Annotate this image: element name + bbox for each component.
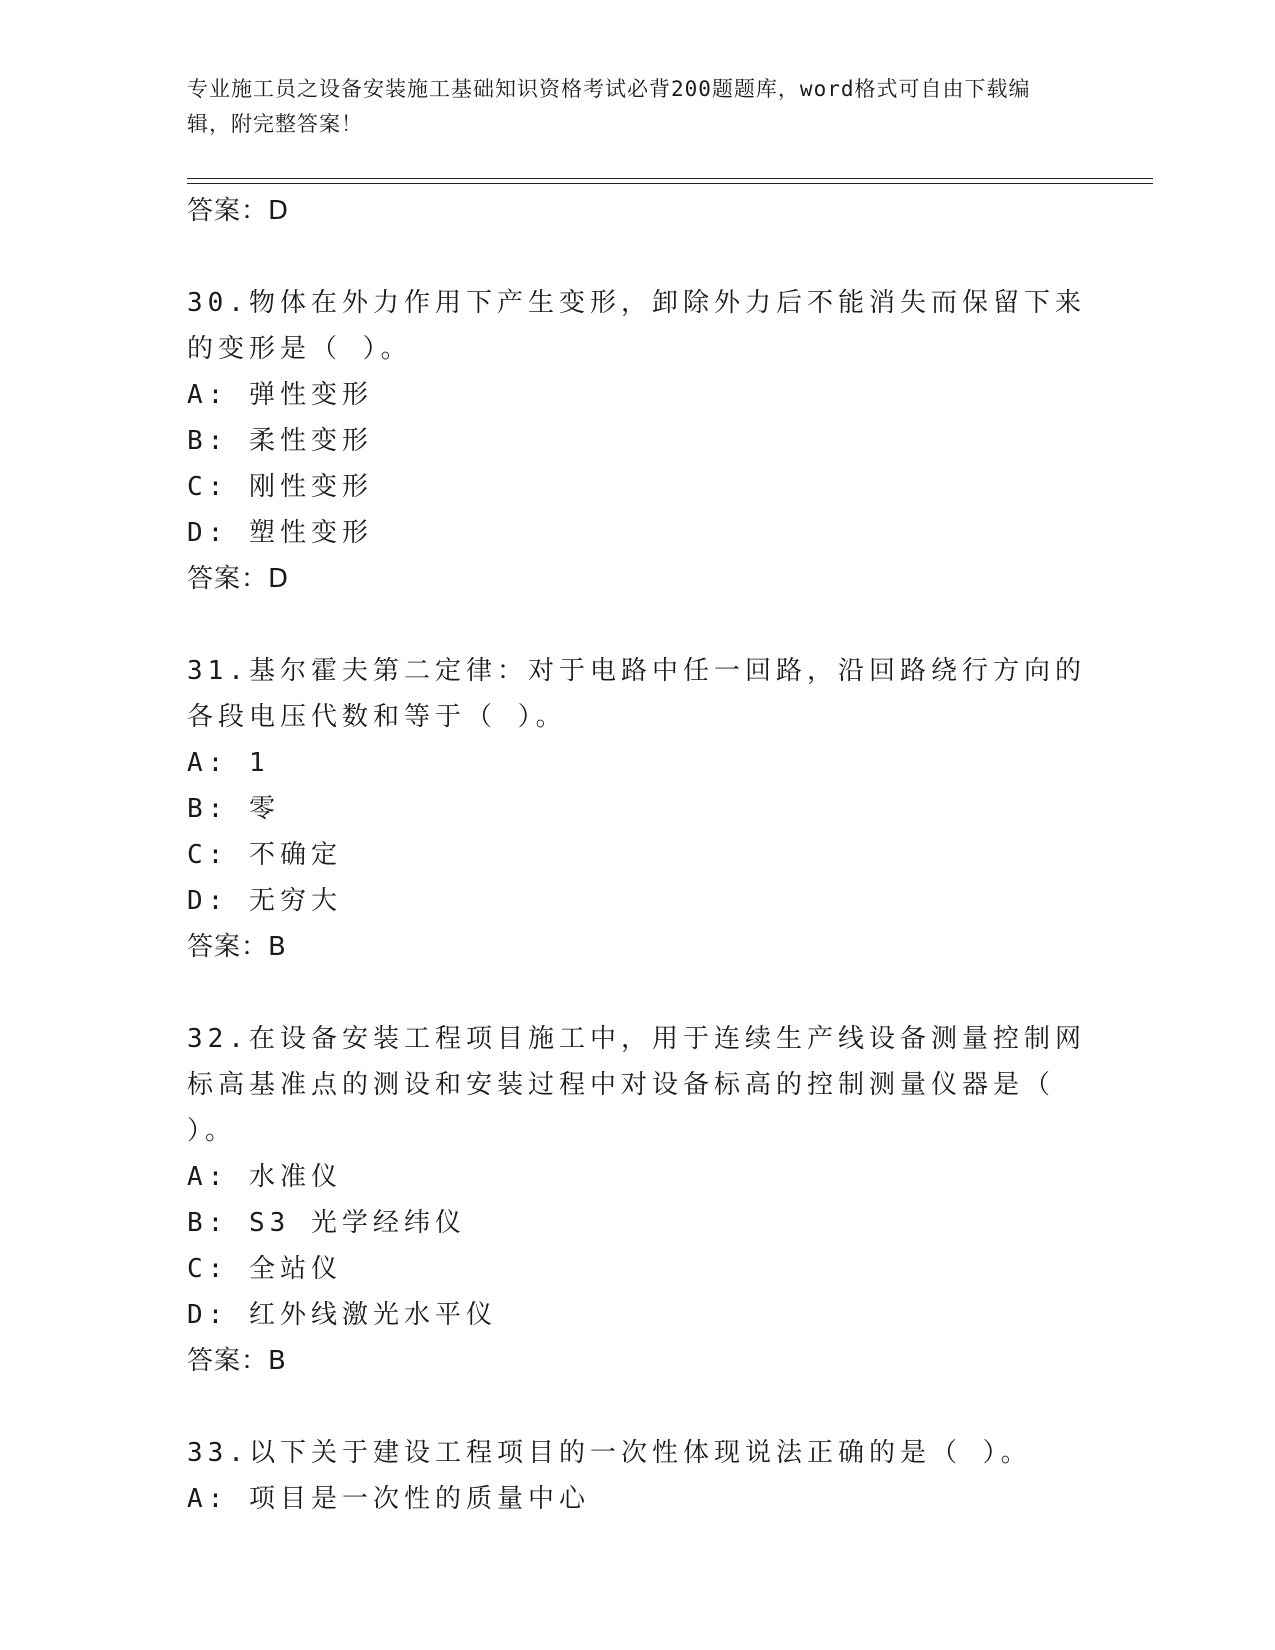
question-text: 32.在设备安装工程项目施工中，用于连续生产线设备测量控制网标高基准点的测设和安装过程中对设备标高的控制测量仪器是（ ）。 bbox=[187, 1024, 1086, 1146]
option-b: B: 柔性变形 bbox=[187, 426, 373, 456]
question-block-30 bbox=[187, 280, 1087, 602]
document-header: 专业施工员之设备安装施工基础知识资格考试必背200题题库，word格式可自由下载编辑，附完整答案！ bbox=[187, 77, 1031, 136]
option-c: C: 刚性变形 bbox=[187, 472, 373, 502]
question-block-32 bbox=[187, 1016, 1087, 1384]
question-block-31 bbox=[187, 648, 1087, 970]
option-a: A: 弹性变形 bbox=[187, 380, 373, 410]
question-text: 31.基尔霍夫第二定律：对于电路中任一回路，沿回路绕行方向的各段电压代数和等于（ ）。 bbox=[187, 656, 1086, 732]
option-c: C: 全站仪 bbox=[187, 1254, 342, 1284]
answer: 答案：B bbox=[187, 1346, 287, 1376]
header-rule-bottom bbox=[187, 183, 1153, 184]
option-a: A: 项目是一次性的质量中心 bbox=[187, 1484, 590, 1514]
option-b: B: S3 光学经纬仪 bbox=[187, 1208, 466, 1238]
prev-answer: 答案：D bbox=[187, 196, 290, 226]
question-block-33 bbox=[187, 1430, 1087, 1522]
option-a: A: 1 bbox=[187, 748, 270, 778]
header-rule-top bbox=[187, 178, 1153, 179]
option-d: D: 红外线激光水平仪 bbox=[187, 1300, 497, 1330]
option-d: D: 塑性变形 bbox=[187, 518, 373, 548]
questions-content bbox=[187, 188, 1087, 1522]
question-text: 33.以下关于建设工程项目的一次性体现说法正确的是（ ）。 bbox=[187, 1438, 1032, 1468]
question-text: 30.物体在外力作用下产生变形，卸除外力后不能消失而保留下来的变形是（ ）。 bbox=[187, 288, 1086, 364]
option-b: B: 零 bbox=[187, 794, 280, 824]
option-a: A: 水准仪 bbox=[187, 1162, 342, 1192]
option-d: D: 无穷大 bbox=[187, 886, 342, 916]
option-c: C: 不确定 bbox=[187, 840, 342, 870]
answer: 答案：D bbox=[187, 564, 290, 594]
answer: 答案：B bbox=[187, 932, 287, 962]
